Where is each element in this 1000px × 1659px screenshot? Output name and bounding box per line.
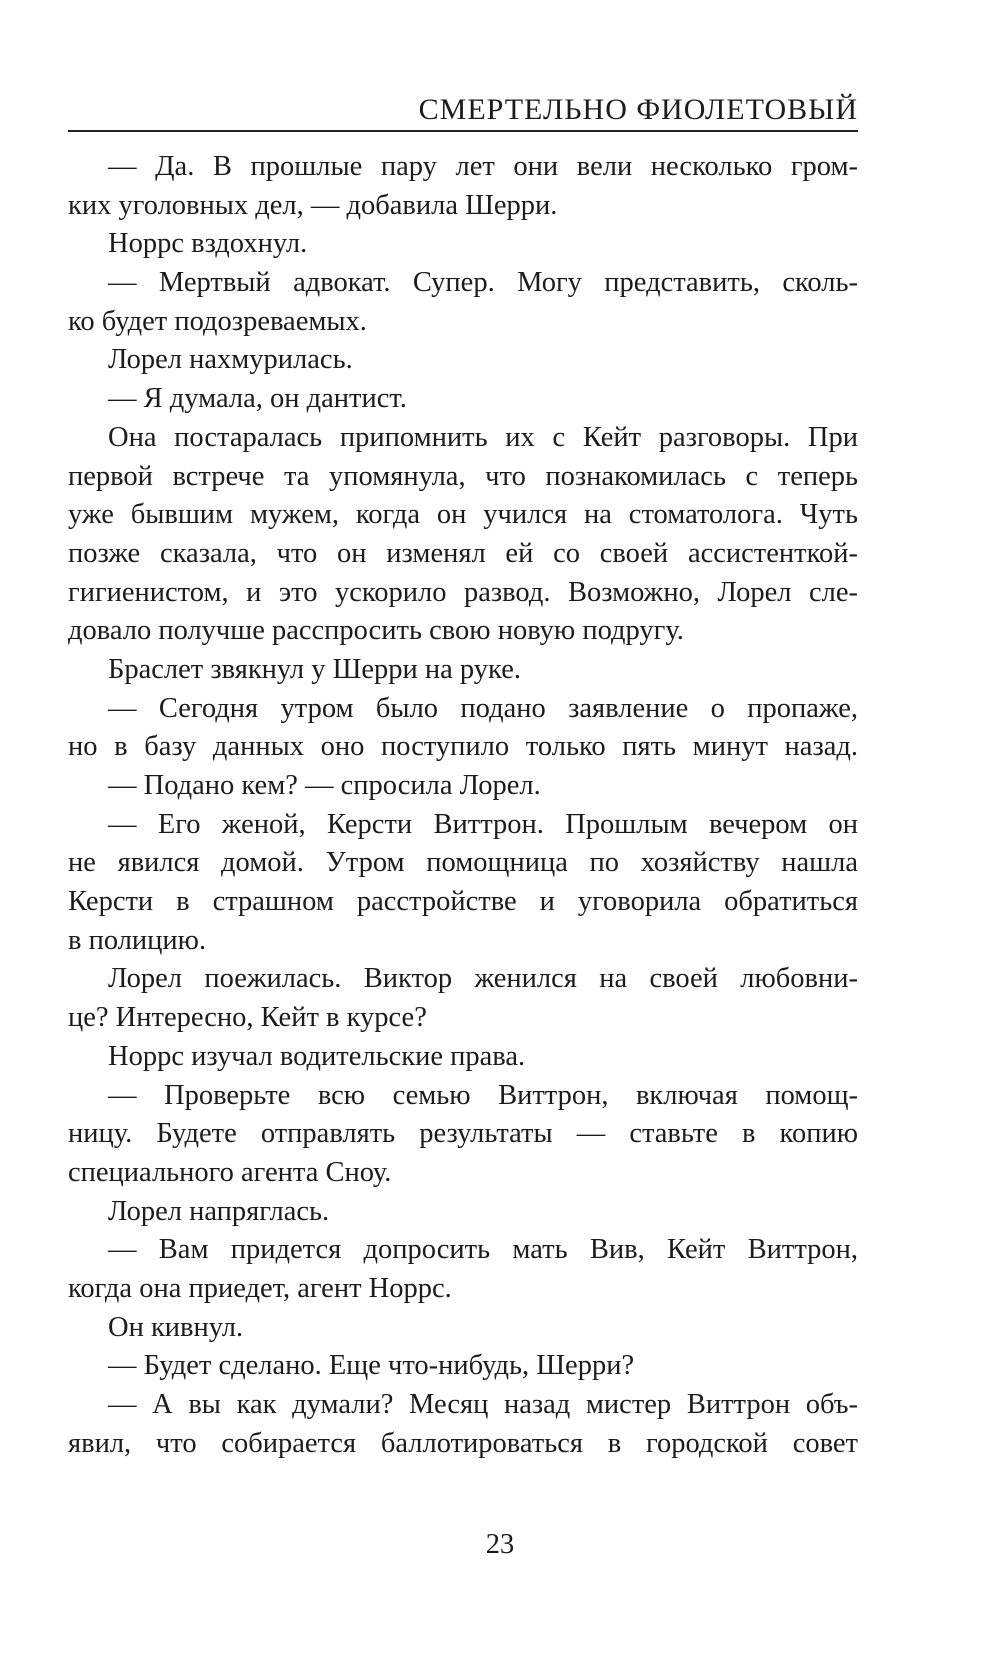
text-line: уже бывшим мужем, когда он учился на стоматолога. Чуть: [68, 499, 858, 531]
text-line: в полицию.: [68, 924, 207, 956]
text-line: когда она приедет, агент Норрс.: [68, 1272, 452, 1304]
running-title: СМЕРТЕЛЬНО ФИОЛЕТОВЫЙ: [418, 93, 858, 126]
text-line: ко будет подозреваемых.: [68, 305, 367, 337]
text-line: но в базу данных оно поступило только пять минут назад.: [68, 731, 858, 763]
text-line: Она постаралась припомнить их с Кейт разговоры. При: [108, 421, 858, 453]
text-line: ницу. Будете отправлять результаты — ставьте в копию: [68, 1118, 858, 1150]
text-line: — Вам придется допросить мать Вив, Кейт Виттрон,: [108, 1234, 858, 1266]
page-number: 23: [485, 1529, 515, 1560]
text-line: Браслет звякнул у Шерри на руке.: [108, 653, 521, 685]
text-line: — Проверьте всю семью Виттрон, включая помощ-: [108, 1079, 858, 1111]
text-line: — Подано кем? — спросила Лорел.: [108, 770, 541, 801]
text-line: Лорел напряглась.: [108, 1195, 330, 1227]
text-line: Норрс изучал водительские права.: [108, 1040, 526, 1072]
text-line: — Его женой, Керсти Виттрон. Прошлым вечером он: [108, 808, 858, 840]
text-line: — Будет сделано. Еще что-нибудь, Шерри?: [108, 1350, 635, 1382]
text-line: — Я думала, он дантист.: [108, 383, 407, 415]
text-line: — А вы как думали? Месяц назад мистер Виттрон объ-: [108, 1389, 858, 1420]
text-line: ких уголовных дел, — добавила Шерри.: [68, 189, 558, 221]
text-line: явил, что собирается баллотироваться в городской совет: [68, 1427, 858, 1459]
text-line: Он кивнул.: [108, 1311, 244, 1343]
text-line: Керсти в страшном расстройстве и уговорила обратиться: [68, 886, 858, 918]
text-line: — Сегодня утром было подано заявление о пропаже,: [108, 692, 858, 724]
text-line: специального агента Сноу.: [68, 1156, 392, 1188]
text-line: довало получше расспросить свою новую подругу.: [68, 615, 684, 647]
text-line: це? Интересно, Кейт в курсе?: [68, 1002, 427, 1034]
text-line: первой встрече та упомянула, что познакомилась с теперь: [68, 460, 858, 492]
text-line: Лорел поежилась. Виктор женился на своей любовни-: [108, 963, 858, 995]
text-line: позже сказала, что он изменял ей со своей ассистенткой-: [68, 537, 858, 569]
text-line: гигиенистом, и это ускорило развод. Возможно, Лорел сле-: [68, 576, 858, 608]
text-line: — Да. В прошлые пару лет они вели несколько гром-: [108, 151, 858, 182]
header-rule: [68, 130, 858, 132]
text-line: Норрс вздохнул.: [108, 228, 308, 260]
body-text: [68, 148, 858, 1463]
text-line: Лорел нахмурилась.: [108, 344, 353, 376]
text-line: не явился домой. Утром помощница по хозяйству нашла: [68, 847, 858, 879]
text-line: — Мертвый адвокат. Супер. Могу представить, сколь-: [108, 267, 858, 299]
